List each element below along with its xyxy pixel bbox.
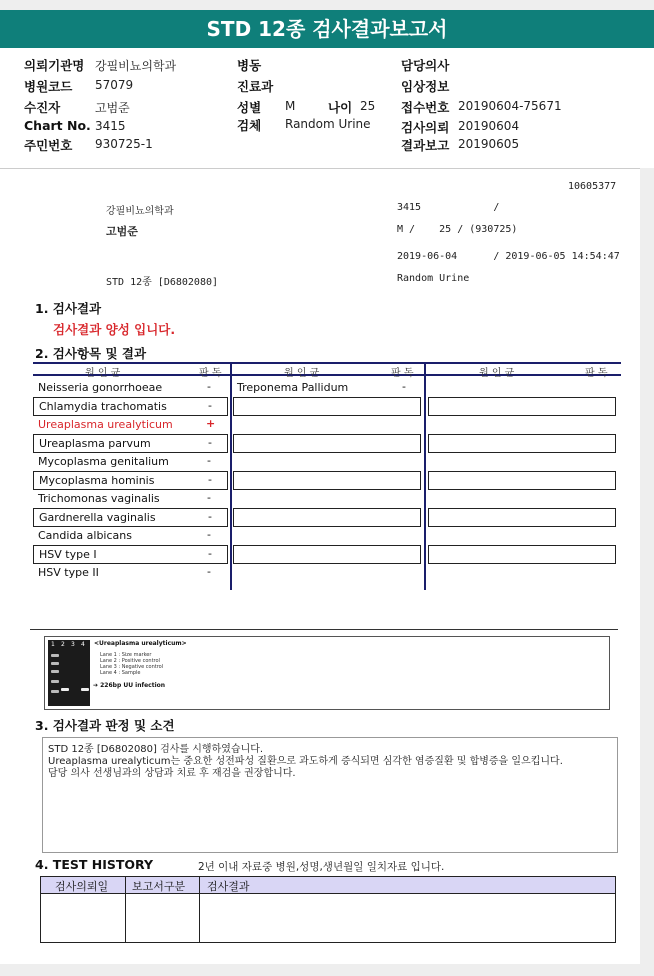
doctor-label: 담당의사 — [401, 58, 450, 73]
sex-label: 성별 — [237, 100, 262, 115]
organism-result: + — [206, 417, 216, 430]
report-institution: 강필비뇨의학과 — [106, 206, 174, 217]
report-sex-age: M / 25 / (930725) — [397, 224, 518, 235]
patient-label: 수진자 — [24, 100, 61, 115]
divider-line — [30, 629, 618, 630]
col1-result-header: 판 독 — [199, 368, 222, 379]
report-specimen: Random Urine — [397, 273, 470, 284]
organism-result: - — [402, 380, 406, 393]
report-title: STD 12종 검사결과보고서 — [0, 10, 654, 48]
result-row — [33, 527, 230, 546]
empty-row — [233, 545, 421, 564]
result-row — [33, 453, 230, 472]
empty-row — [233, 471, 421, 490]
result-row — [33, 564, 230, 583]
gel-band — [61, 688, 69, 691]
report-chart-line: 3415 / — [397, 202, 500, 213]
result-row — [33, 434, 228, 453]
organism-name: Chlamydia trachomatis — [39, 400, 167, 413]
result-row — [33, 379, 230, 398]
organism-result: - — [208, 510, 212, 523]
request-label: 검사의뢰 — [401, 120, 450, 135]
receipt-label: 접수번호 — [401, 100, 450, 115]
organism-result: - — [208, 436, 212, 449]
institution-label: 의뢰기관명 — [24, 58, 85, 73]
opinion-line: Ureaplasma urealyticum는 중요한 성전파성 질환으로 과도하게 증식되면 심각한 염증질환 및 합병증을 일으킵니다. — [48, 756, 563, 767]
report-date-label: 결과보고 — [401, 138, 450, 153]
organism-name: Ureaplasma parvum — [39, 437, 151, 450]
empty-row — [233, 434, 421, 453]
result-row — [232, 379, 424, 398]
sex-value: M — [285, 99, 296, 113]
organism-result: - — [208, 473, 212, 486]
hospital-code-label: 병원코드 — [24, 79, 73, 94]
gel-arrow-text: 226bp UU infection — [100, 682, 166, 689]
history-col-request-date: 검사의뢰일 — [55, 880, 109, 893]
organism-result: - — [207, 528, 211, 541]
empty-row — [428, 508, 616, 527]
institution-value: 강필비뇨의학과 — [95, 59, 177, 73]
history-col-report-type: 보고서구분 — [132, 880, 186, 893]
organism-name: Mycoplasma hominis — [39, 474, 155, 487]
organism-name: Candida albicans — [38, 529, 132, 542]
report-dates: 2019-06-04 / 2019-06-05 14:54:47 — [397, 251, 620, 262]
organism-name: Treponema Pallidum — [237, 381, 349, 394]
dept-label: 진료과 — [237, 79, 274, 94]
chart-no-value: 3415 — [95, 119, 126, 133]
resident-no-label: 주민번호 — [24, 138, 73, 153]
resident-no-value: 930725-1 — [95, 137, 153, 151]
result-row — [33, 471, 228, 490]
lane-number: 2 — [61, 641, 65, 648]
col3-header: 원 인 균 — [479, 368, 515, 379]
test-history-table — [40, 876, 616, 943]
hospital-code-value: 57079 — [95, 78, 134, 92]
gel-title: <Ureaplasma urealyticum> — [94, 640, 187, 647]
organism-result: - — [207, 454, 211, 467]
empty-row — [233, 397, 421, 416]
gel-lane-legend: Lane 3 : Negative control — [100, 664, 164, 670]
clinical-label: 임상정보 — [401, 79, 450, 94]
organism-name: Gardnerella vaginalis — [39, 511, 156, 524]
organism-name: HSV type I — [39, 548, 97, 561]
lane-number: 1 — [51, 641, 55, 648]
empty-row — [233, 508, 421, 527]
report-patient: 고범준 — [106, 225, 138, 238]
positive-summary: 검사결과 양성 입니다. — [53, 322, 176, 337]
lane-number: 4 — [81, 641, 85, 648]
age-value: 25 — [360, 99, 376, 113]
empty-row — [428, 471, 616, 490]
history-note: 2년 이내 자료중 병원,성명,생년월일 일치자료 입니다. — [198, 861, 445, 873]
results-grid-header — [33, 362, 621, 379]
empty-row — [428, 434, 616, 453]
organism-result: - — [207, 565, 211, 578]
organism-name: Trichomonas vaginalis — [38, 492, 160, 505]
patient-header — [0, 48, 654, 168]
organism-name: Ureaplasma urealyticum — [38, 418, 173, 431]
history-header-row — [41, 877, 615, 894]
opinion-line: 담당 의사 선생님과의 상담과 치료 후 재검을 권장합니다. — [48, 768, 296, 779]
gel-band — [51, 654, 59, 657]
results-grid — [33, 362, 621, 590]
section3-title: 3. 검사결과 판정 및 소견 — [35, 718, 175, 733]
gel-lane-legend: Lane 4 : Sample — [100, 670, 141, 676]
section4-title: 4. TEST HISTORY — [35, 857, 154, 872]
patient-value: 고범준 — [95, 101, 130, 115]
gel-band — [81, 688, 89, 691]
result-row — [33, 397, 228, 416]
organism-result: - — [207, 491, 211, 504]
result-row — [33, 490, 230, 509]
col2-header: 원 인 균 — [284, 368, 320, 379]
gel-arrow-label: ➔ 226bp UU infection — [93, 682, 166, 689]
lane-number: 3 — [71, 641, 75, 648]
report-date-value: 20190605 — [458, 137, 520, 151]
empty-row — [428, 545, 616, 564]
organism-result: - — [208, 547, 212, 560]
col2-result-header: 판 독 — [391, 368, 414, 379]
col3-result-header: 판 독 — [585, 368, 608, 379]
organism-result: - — [208, 399, 212, 412]
grid-divider-2 — [424, 362, 426, 590]
specimen-value: Random Urine — [285, 117, 371, 131]
gel-band — [51, 662, 59, 665]
gel-band — [51, 690, 59, 693]
section1-title: 1. 검사결과 — [35, 301, 102, 316]
result-row-positive — [33, 416, 230, 435]
report-paper — [0, 168, 640, 964]
result-row — [33, 545, 228, 564]
request-value: 20190604 — [458, 119, 520, 133]
receipt-value: 20190604-75671 — [458, 99, 562, 113]
opinion-box — [42, 737, 618, 853]
gel-lane-legend: Lane 2 : Positive control — [100, 658, 160, 664]
gel-band — [51, 670, 59, 673]
gel-electrophoresis-panel — [44, 636, 610, 710]
col1-header: 원 인 균 — [85, 368, 121, 379]
history-col-divider — [125, 877, 126, 942]
result-row — [33, 508, 228, 527]
organism-name: HSV type II — [38, 566, 99, 579]
gel-band — [51, 680, 59, 683]
gel-lane-legend: Lane 1 : Size marker — [100, 652, 152, 658]
history-col-result: 검사결과 — [207, 880, 250, 893]
age-label: 나이 — [328, 100, 353, 115]
report-test: STD 12종 [D6802080] — [106, 277, 219, 288]
gel-image — [48, 640, 90, 706]
organism-name: Neisseria gonorrhoeae — [38, 381, 163, 394]
organism-name: Mycoplasma genitalium — [38, 455, 169, 468]
empty-row — [428, 397, 616, 416]
ward-label: 병동 — [237, 58, 262, 73]
opinion-line: STD 12종 [D6802080] 검사를 시행하였습니다. — [48, 744, 264, 755]
history-col-divider — [199, 877, 200, 942]
doc-id: 10605377 — [568, 181, 617, 192]
specimen-label: 검체 — [237, 118, 262, 133]
chart-no-label: Chart No. — [24, 118, 91, 133]
organism-result: - — [207, 380, 211, 393]
section2-title: 2. 검사항목 및 결과 — [35, 346, 147, 361]
